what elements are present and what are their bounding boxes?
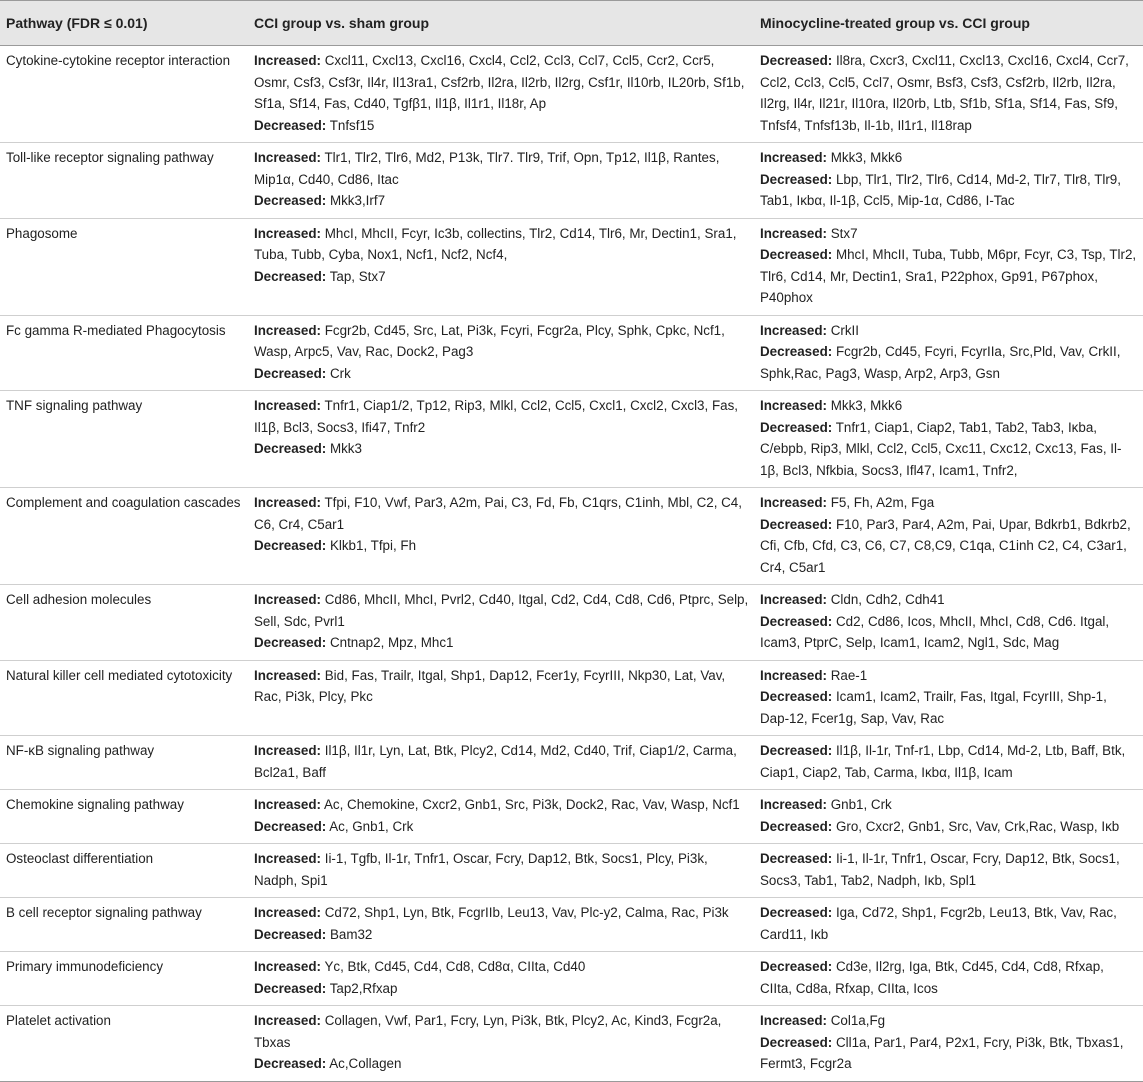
gene-list: Col1a,Fg xyxy=(830,1013,886,1028)
gene-list: Tnfr1, Ciap1, Ciap2, Tab1, Tab2, Tab3, Iκba, C/ebpb, Rip3, Mlkl, Ccl2, Ccl5, Cxc11, Cxc12, Cxc13, Fas, Il-1β, Bcl3, Nfkbia, Socs3, Ifl47, Icam1, Tnfr2, xyxy=(760,419,1122,478)
gene-list: Cll1a, Par1, Par4, P2x1, Fcry, Pi3k, Btk, Tbxas1, Fermt3, Fcgr2a xyxy=(760,1034,1124,1071)
increased-genes-line xyxy=(254,589,750,632)
decreased-label: Decreased: xyxy=(254,538,327,553)
table-row xyxy=(0,1006,1143,1082)
increased-genes-line xyxy=(760,794,1139,816)
gene-list: Tnfr1, Ciap1/2, Tp12, Rip3, Mlkl, Ccl2, Ccl5, Cxcl1, Cxcl2, Cxcl3, Fas, Il1β, Bcl3, Socs3, Ifi47, Tnfr2 xyxy=(254,398,738,435)
increased-label: Increased: xyxy=(254,592,321,607)
table-row xyxy=(0,46,1143,143)
table-row xyxy=(0,218,1143,315)
decreased-label: Decreased: xyxy=(254,635,327,650)
gene-list: Mkk3, Mkk6 xyxy=(830,150,903,165)
increased-label: Increased: xyxy=(254,797,321,812)
table-header-row xyxy=(0,1,1143,46)
cci-vs-sham-cell xyxy=(248,46,754,143)
mino-vs-cci-cell xyxy=(754,488,1143,585)
increased-label: Increased: xyxy=(254,959,321,974)
decreased-label: Decreased: xyxy=(760,905,833,920)
decreased-genes-line xyxy=(760,956,1139,999)
mino-vs-cci-cell xyxy=(754,391,1143,488)
pathway-name: Phagosome xyxy=(0,218,248,315)
mino-vs-cci-cell xyxy=(754,736,1143,790)
cci-vs-sham-cell xyxy=(248,952,754,1006)
decreased-label: Decreased: xyxy=(760,959,833,974)
header-mino-vs-cci: Minocycline-treated group vs. CCI group xyxy=(754,1,1143,46)
pathway-name: Osteoclast differentiation xyxy=(0,844,248,898)
increased-label: Increased: xyxy=(760,225,827,241)
decreased-genes-line xyxy=(760,50,1139,136)
decreased-label: Decreased: xyxy=(254,980,327,996)
gene-list: Tap, Stx7 xyxy=(329,268,386,284)
increased-genes-line xyxy=(254,902,750,924)
gene-list: Cntnap2, Mpz, Mhc1 xyxy=(329,635,454,650)
gene-list: Fcgr2b, Cd45, Src, Lat, Pi3k, Fcyri, Fcgr2a, Plcy, Sphk, Cpkc, Ncf1, Wasp, Arpc5, Vav, Rac, Dock2, Pag3 xyxy=(254,322,725,359)
decreased-genes-line xyxy=(760,244,1139,309)
decreased-genes-line xyxy=(760,740,1139,783)
gene-list: Klkb1, Tfpi, Fh xyxy=(329,538,417,553)
mino-vs-cci-cell xyxy=(754,218,1143,315)
increased-genes-line xyxy=(254,665,750,708)
gene-list: Collagen, Vwf, Par1, Fcry, Lyn, Pi3k, Btk, Plcy2, Ac, Kind3, Fcgr2a, Tbxas xyxy=(254,1013,722,1050)
pathway-name: TNF signaling pathway xyxy=(0,391,248,488)
increased-label: Increased: xyxy=(254,1013,321,1028)
decreased-genes-line xyxy=(254,1053,750,1075)
increased-label: Increased: xyxy=(760,398,827,413)
decreased-genes-line xyxy=(760,611,1139,654)
increased-label: Increased: xyxy=(254,905,321,920)
increased-label: Increased: xyxy=(254,225,321,241)
gene-list: Il1β, Il-1r, Tnf-r1, Lbp, Cd14, Md-2, Ltb, Baff, Btk, Ciap1, Ciap2, Tab, Carma, Iκbα, Il1β, Icam xyxy=(760,743,1126,780)
decreased-genes-line xyxy=(254,190,750,212)
decreased-genes-line xyxy=(760,169,1139,212)
cci-vs-sham-cell xyxy=(248,218,754,315)
increased-genes-line xyxy=(760,147,1139,169)
increased-genes-line xyxy=(254,794,750,816)
cci-vs-sham-cell xyxy=(248,660,754,736)
decreased-genes-line xyxy=(760,902,1139,945)
mino-vs-cci-cell xyxy=(754,315,1143,391)
mino-vs-cci-cell xyxy=(754,46,1143,143)
table-row xyxy=(0,660,1143,736)
table-body xyxy=(0,46,1143,1082)
cci-vs-sham-cell xyxy=(248,844,754,898)
gene-list: Ii-1, Il-1r, Tnfr1, Oscar, Fcry, Dap12, Btk, Socs1, Socs3, Tab1, Tab2, Nadph, Iκb, Spl1 xyxy=(760,851,1120,888)
gene-list: Bid, Fas, Trailr, Itgal, Shp1, Dap12, Fcer1y, FcyrIII, Nkp30, Lat, Vav, Rac, Pi3k, Plcy, Pkc xyxy=(254,667,726,704)
gene-list: Crk xyxy=(329,365,351,381)
gene-list: MhcI, MhcII, Tuba, Tubb, M6pr, Fcyr, C3, Tsp, Tlr2, Tlr6, Cd14, Mr, Dectin1, Sra1, P22phox, Gp91, P67phox, P40phox xyxy=(760,247,1137,305)
increased-label: Increased: xyxy=(254,851,321,866)
cci-vs-sham-cell xyxy=(248,736,754,790)
increased-genes-line xyxy=(254,956,750,978)
mino-vs-cci-cell xyxy=(754,898,1143,952)
cci-vs-sham-cell xyxy=(248,143,754,219)
gene-list: Iga, Cd72, Shp1, Fcgr2b, Leu13, Btk, Vav, Rac, Card11, Iκb xyxy=(760,905,1117,942)
mino-vs-cci-cell xyxy=(754,844,1143,898)
pathway-name: Fc gamma R-mediated Phagocytosis xyxy=(0,315,248,391)
increased-genes-line xyxy=(254,395,750,438)
header-cci-vs-sham: CCI group vs. sham group xyxy=(248,1,754,46)
decreased-genes-line xyxy=(254,266,750,288)
cci-vs-sham-cell xyxy=(248,790,754,844)
gene-list: Icam1, Icam2, Trailr, Fas, Itgal, FcyrIII, Shp-1, Dap-12, Fcer1g, Sap, Vav, Rac xyxy=(760,689,1107,726)
decreased-label: Decreased: xyxy=(254,818,327,834)
decreased-label: Decreased: xyxy=(254,117,327,133)
increased-genes-line xyxy=(760,1010,1139,1032)
increased-label: Increased: xyxy=(760,797,827,812)
increased-label: Increased: xyxy=(254,53,321,68)
decreased-label: Decreased: xyxy=(254,441,327,456)
gene-list: Cd2, Cd86, Icos, MhcII, MhcI, Cd8, Cd6. Itgal, Icam3, PtprC, Selp, Icam1, Icam2, Ngl1, Sdc, Mag xyxy=(760,613,1110,650)
gene-list: MhcI, MhcII, Fcyr, Ic3b, collectins, Tlr2, Cd14, Tlr6, Mr, Dectin1, Sra1, Tuba, Tubb, Cyba, Nox1, Ncf1, Ncf2, Ncf4, xyxy=(254,225,737,262)
gene-list: Gro, Cxcr2, Gnb1, Src, Vav, Crk,Rac, Wasp, Iκb xyxy=(835,818,1120,834)
decreased-label: Decreased: xyxy=(254,268,327,284)
increased-label: Increased: xyxy=(254,667,321,683)
increased-label: Increased: xyxy=(254,398,321,413)
increased-genes-line xyxy=(760,589,1139,611)
increased-label: Increased: xyxy=(760,667,827,683)
decreased-label: Decreased: xyxy=(760,851,833,866)
gene-list: Cldn, Cdh2, Cdh41 xyxy=(830,592,945,607)
gene-list: Cd3e, Il2rg, Iga, Btk, Cd45, Cd4, Cd8, Rfxap, CIIta, Cd8a, Rfxap, CIIta, Icos xyxy=(760,959,1104,996)
decreased-genes-line xyxy=(254,115,750,137)
gene-list: Lbp, Tlr1, Tlr2, Tlr6, Cd14, Md-2, Tlr7, Tlr8, Tlr9, Tab1, Iκbα, Il-1β, Ccl5, Mip-1α, Cd86, I-Tac xyxy=(760,171,1121,208)
cci-vs-sham-cell xyxy=(248,488,754,585)
pathway-name: Platelet activation xyxy=(0,1006,248,1082)
decreased-label: Decreased: xyxy=(760,53,833,68)
increased-genes-line xyxy=(254,320,750,363)
table-row xyxy=(0,736,1143,790)
gene-list: Tfpi, F10, Vwf, Par3, A2m, Pai, C3, Fd, Fb, C1qrs, C1inh, Mbl, C2, C4, C6, Cr4, C5ar1 xyxy=(254,495,742,532)
cci-vs-sham-cell xyxy=(248,898,754,952)
gene-list: Tlr1, Tlr2, Tlr6, Md2, P13k, Tlr7. Tlr9, Trif, Opn, Tp12, Il1β, Rantes, Mip1α, Cd40, Cd86, Itac xyxy=(254,150,720,187)
increased-genes-line xyxy=(254,223,750,266)
gene-list: Ac, Gnb1, Crk xyxy=(329,818,414,834)
pathway-name: Complement and coagulation cascades xyxy=(0,488,248,585)
decreased-label: Decreased: xyxy=(760,247,833,262)
decreased-label: Decreased: xyxy=(760,171,833,187)
decreased-label: Decreased: xyxy=(760,344,833,359)
table-row xyxy=(0,898,1143,952)
increased-label: Increased: xyxy=(760,1013,827,1028)
gene-list: Il8ra, Cxcr3, Cxcl11, Cxcl13, Cxcl16, Cxcl4, Ccr7, Ccl2, Ccl3, Ccl5, Ccl7, Osmr, Bsf3, Csf3, Csf2rb, Il2rb, Il2ra, Il2rg, Il4r, Il21r, Il10ra, Il20rb, Ltb, Sf1b, Sf1a, Sf14, Fas, Sf9, Tnfsf4, Tnfsf13b, Il-1b, Il1r1, Il18rap xyxy=(760,53,1129,133)
gene-list: Stx7 xyxy=(830,225,858,241)
increased-genes-line xyxy=(760,223,1139,245)
decreased-genes-line xyxy=(760,514,1139,579)
pathway-name: Natural killer cell mediated cytotoxicity xyxy=(0,660,248,736)
cci-vs-sham-cell xyxy=(248,1006,754,1082)
gene-list: CrkII xyxy=(830,322,859,338)
table-row xyxy=(0,488,1143,585)
increased-label: Increased: xyxy=(254,150,321,165)
gene-list: Ac,Collagen xyxy=(329,1056,402,1071)
increased-genes-line xyxy=(254,147,750,190)
mino-vs-cci-cell xyxy=(754,585,1143,661)
mino-vs-cci-cell xyxy=(754,1006,1143,1082)
gene-list: F5, Fh, A2m, Fga xyxy=(830,495,935,510)
decreased-genes-line xyxy=(254,632,750,654)
pathway-name: Primary immunodeficiency xyxy=(0,952,248,1006)
decreased-genes-line xyxy=(254,816,750,838)
increased-genes-line xyxy=(760,320,1139,342)
increased-genes-line xyxy=(760,665,1139,687)
table-row xyxy=(0,391,1143,488)
increased-genes-line xyxy=(254,1010,750,1053)
gene-list: Cd72, Shp1, Lyn, Btk, FcgrIIb, Leu13, Vav, Plc-y2, Calma, Rac, Pi3k xyxy=(324,905,729,920)
decreased-genes-line xyxy=(760,848,1139,891)
increased-genes-line xyxy=(760,395,1139,417)
mino-vs-cci-cell xyxy=(754,660,1143,736)
increased-label: Increased: xyxy=(760,592,827,607)
decreased-genes-line xyxy=(254,535,750,557)
gene-list: Mkk3 xyxy=(329,441,362,456)
decreased-label: Decreased: xyxy=(254,926,327,942)
increased-label: Increased: xyxy=(254,743,321,758)
pathway-name: Toll-like receptor signaling pathway xyxy=(0,143,248,219)
gene-list: Fcgr2b, Cd45, Fcyri, FcyrIIa, Src,Pld, Vav, CrkII, Sphk,Rac, Pag3, Wasp, Arp2, Arp3, Gsn xyxy=(760,344,1121,381)
pathway-name: Cytokine-cytokine receptor interaction xyxy=(0,46,248,143)
gene-list: Il1β, Il1r, Lyn, Lat, Btk, Plcy2, Cd14, Md2, Cd40, Trif, Ciap1/2, Carma, Bcl2a1, Baff xyxy=(254,743,737,780)
increased-genes-line xyxy=(254,50,750,115)
table-row xyxy=(0,315,1143,391)
decreased-label: Decreased: xyxy=(760,743,833,758)
gene-list: Cd86, MhcII, MhcI, Pvrl2, Cd40, Itgal, Cd2, Cd4, Cd8, Cd6, Ptprc, Selp, Sell, Sdc, Pvrl1 xyxy=(254,592,749,629)
decreased-label: Decreased: xyxy=(760,818,833,834)
table-row xyxy=(0,844,1143,898)
pathway-name: B cell receptor signaling pathway xyxy=(0,898,248,952)
increased-label: Increased: xyxy=(760,150,827,165)
increased-genes-line xyxy=(254,740,750,783)
increased-label: Increased: xyxy=(760,322,827,338)
gene-list: Mkk3, Mkk6 xyxy=(830,398,903,413)
table-row xyxy=(0,143,1143,219)
increased-genes-line xyxy=(254,492,750,535)
decreased-label: Decreased: xyxy=(760,689,833,704)
increased-genes-line xyxy=(254,848,750,891)
table-row xyxy=(0,790,1143,844)
decreased-genes-line xyxy=(760,1032,1139,1075)
decreased-label: Decreased: xyxy=(760,419,833,435)
decreased-genes-line xyxy=(254,978,750,1000)
increased-genes-line xyxy=(760,492,1139,514)
gene-list: Yc, Btk, Cd45, Cd4, Cd8, Cd8α, CIIta, Cd40 xyxy=(324,959,586,974)
decreased-genes-line xyxy=(254,363,750,385)
pathway-name: Chemokine signaling pathway xyxy=(0,790,248,844)
gene-list: Mkk3,Irf7 xyxy=(329,193,386,208)
gene-list: Ii-1, Tgfb, Il-1r, Tnfr1, Oscar, Fcry, Dap12, Btk, Socs1, Plcy, Pi3k, Nadph, Spi1 xyxy=(254,851,708,888)
decreased-genes-line xyxy=(254,924,750,946)
table-row xyxy=(0,952,1143,1006)
decreased-genes-line xyxy=(760,341,1139,384)
increased-label: Increased: xyxy=(254,322,321,338)
pathway-name: Cell adhesion molecules xyxy=(0,585,248,661)
decreased-label: Decreased: xyxy=(760,1034,833,1050)
gene-list: Tap2,Rfxap xyxy=(329,980,398,996)
decreased-genes-line xyxy=(760,686,1139,729)
gene-list: Gnb1, Crk xyxy=(830,797,892,812)
decreased-genes-line xyxy=(254,438,750,460)
cci-vs-sham-cell xyxy=(248,585,754,661)
gene-list: Rae-1 xyxy=(830,667,868,683)
decreased-label: Decreased: xyxy=(254,365,327,381)
table-row xyxy=(0,585,1143,661)
gene-list: F10, Par3, Par4, A2m, Pai, Upar, Bdkrb1, Bdkrb2, Cfi, Cfb, Cfd, C3, C6, C7, C8,C9, C1qa, C1inh C2, C4, C3ar1, Cr4, C5ar1 xyxy=(760,516,1131,575)
gene-list: Bam32 xyxy=(329,926,373,942)
decreased-label: Decreased: xyxy=(254,1056,327,1071)
gene-list: Cxcl11, Cxcl13, Cxcl16, Cxcl4, Ccl2, Ccl3, Ccl7, Ccl5, Ccr2, Ccr5, Osmr, Csf3, Csf3r, Il4r, Il13ra1, Csf2rb, Il2ra, Il2rb, Il2rg, Csf1r, Il10rb, IL20rb, Sf1b, Sf1a, Sf14, Fas, Cd40, Tgfβ1, Il1β, Il1r1, Il18r, Ap xyxy=(254,53,745,111)
pathway-name: NF-κB signaling pathway xyxy=(0,736,248,790)
decreased-label: Decreased: xyxy=(760,613,833,629)
gene-list: Ac, Chemokine, Cxcr2, Gnb1, Src, Pi3k, Dock2, Rac, Vav, Wasp, Ncf1 xyxy=(323,797,740,812)
increased-label: Increased: xyxy=(254,495,321,510)
decreased-label: Decreased: xyxy=(760,516,833,532)
mino-vs-cci-cell xyxy=(754,143,1143,219)
mino-vs-cci-cell xyxy=(754,790,1143,844)
increased-label: Increased: xyxy=(760,495,827,510)
gene-list: Tnfsf15 xyxy=(329,117,375,133)
decreased-label: Decreased: xyxy=(254,193,327,208)
cci-vs-sham-cell xyxy=(248,315,754,391)
cci-vs-sham-cell xyxy=(248,391,754,488)
mino-vs-cci-cell xyxy=(754,952,1143,1006)
decreased-genes-line xyxy=(760,816,1139,838)
header-pathway: Pathway (FDR ≤ 0.01) xyxy=(0,1,248,46)
decreased-genes-line xyxy=(760,417,1139,482)
